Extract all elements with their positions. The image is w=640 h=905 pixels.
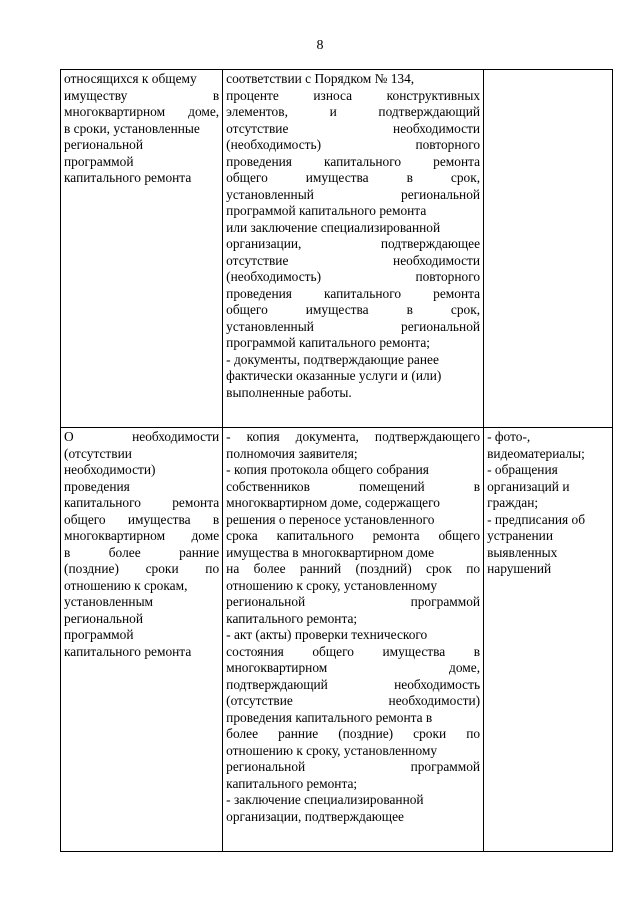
table-cell-materials xyxy=(484,70,613,428)
cell-text-line: установленным xyxy=(64,594,154,609)
cell-text-line: - заключение специализированной xyxy=(226,792,424,807)
document-table xyxy=(60,69,613,852)
cell-text-line: отношению к сроку, установленному xyxy=(226,577,438,593)
cell-lines xyxy=(226,71,480,401)
cell-text-line: капитального ремонта xyxy=(64,495,220,510)
cell-text-line: многоквартирном доме, xyxy=(226,660,481,675)
cell-text-line: (поздние) сроки по xyxy=(64,561,220,576)
cell-text-line: относящихся к общему xyxy=(64,71,197,86)
cell-text-line: установленный региональной xyxy=(226,318,481,334)
cell-text-line: необходимости) xyxy=(64,462,156,477)
cell-text-line: состояния общего имущества в xyxy=(226,643,481,659)
cell-text-line: региональной программой xyxy=(226,594,481,609)
cell-text-line: - предписания об xyxy=(487,511,586,527)
cell-text-line: капитального ремонта xyxy=(64,170,192,185)
cell-text-line: соответствии с Порядком № 134, xyxy=(226,71,415,86)
cell-lines xyxy=(487,429,609,578)
cell-text-line: имущества в многоквартирном доме xyxy=(226,544,435,560)
table-cell-documents xyxy=(223,428,484,852)
cell-text-line: региональной xyxy=(64,137,144,152)
cell-text-line: организации, подтверждающее xyxy=(226,236,481,251)
cell-text-line: многоквартирном доме xyxy=(64,528,220,543)
table-cell-materials xyxy=(484,428,613,852)
cell-text-line: отсутствие необходимости xyxy=(226,252,481,268)
cell-text-line: проведения xyxy=(64,478,130,494)
table-cell-documents xyxy=(223,70,484,428)
cell-text-line: отсутствие необходимости xyxy=(226,120,481,136)
cell-text-line: (отсутствии xyxy=(64,445,132,461)
cell-text-line: отношению к сроку, установленному xyxy=(226,742,438,758)
cell-text-line: - копия документа, подтверждающего xyxy=(226,429,481,444)
cell-text-line: в сроки, установленные xyxy=(64,120,200,136)
cell-text-line: видеоматериалы; xyxy=(487,445,585,461)
cell-text-line: программой капитального ремонта xyxy=(226,203,427,218)
cell-text-line: (необходимость) повторного xyxy=(226,137,481,152)
cell-text-line: решения о переносе установленного xyxy=(226,511,435,527)
cell-text-line: имуществу в xyxy=(64,87,220,103)
cell-text-line: - фото-, xyxy=(487,429,531,444)
cell-text-line: многоквартирном доме, содержащего xyxy=(226,495,440,510)
table-row xyxy=(61,428,613,852)
cell-lines xyxy=(226,429,480,825)
cell-text-line: - документы, подтверждающие ранее xyxy=(226,351,439,367)
cell-text-line: - копия протокола общего собрания xyxy=(226,462,429,477)
cell-text-line: - обращения xyxy=(487,462,558,477)
cell-text-line: капитального ремонта; xyxy=(226,610,358,626)
cell-text-line: многоквартирном доме, xyxy=(64,104,220,119)
cell-text-line: капитального ремонта; xyxy=(226,775,358,791)
cell-text-line: проведения капитального ремонта xyxy=(226,153,481,169)
cell-text-line: общего имущества в xyxy=(64,511,220,527)
cell-text-line: О необходимости xyxy=(64,429,220,444)
cell-text-line: выполненные работы. xyxy=(226,384,352,400)
cell-text-line: нарушений xyxy=(487,561,552,576)
cell-text-line: более ранние (поздние) сроки по xyxy=(226,726,481,741)
table-row xyxy=(61,70,613,428)
cell-text-line: фактически оказанные услуги и (или) xyxy=(226,368,442,383)
cell-text-line: (отсутствие необходимости) xyxy=(226,693,481,708)
cell-text-line: полномочия заявителя; xyxy=(226,445,358,461)
cell-text-line: проведения капитального ремонта в xyxy=(226,709,433,725)
cell-text-line: срока капитального ремонта общего xyxy=(226,528,481,543)
cell-text-line: установленный региональной xyxy=(226,186,481,202)
cell-text-line: в более ранние xyxy=(64,544,220,560)
cell-text-line: собственников помещений в xyxy=(226,478,481,494)
cell-text-line: (необходимость) повторного xyxy=(226,269,481,284)
cell-text-line: региональной xyxy=(64,610,144,626)
cell-lines xyxy=(64,429,219,660)
cell-text-line: организации, подтверждающее xyxy=(226,808,404,824)
table-cell-subject xyxy=(61,70,223,428)
table-cell-subject xyxy=(61,428,223,852)
cell-text-line: общего имущества в срок, xyxy=(226,170,481,185)
cell-text-line: - акт (акты) проверки технического xyxy=(226,627,428,642)
page-number: 8 xyxy=(316,38,324,53)
cell-text-line: программой капитального ремонта; xyxy=(226,335,430,350)
cell-text-line: программой xyxy=(64,153,134,169)
cell-text-line: общего имущества в срок, xyxy=(226,302,481,317)
cell-text-line: подтверждающий необходимость xyxy=(226,676,481,692)
cell-text-line: региональной программой xyxy=(226,759,481,774)
cell-text-line: элементов, и подтверждающий xyxy=(226,104,481,119)
cell-text-line: капитального ремонта xyxy=(64,643,192,659)
cell-text-line: граждан; xyxy=(487,495,539,510)
cell-text-line: устранении xyxy=(487,528,553,543)
cell-text-line: организаций и xyxy=(487,478,570,494)
cell-text-line: или заключение специализированной xyxy=(226,219,441,235)
cell-text-line: отношению к срокам, xyxy=(64,577,188,593)
cell-text-line: проведения капитального ремонта xyxy=(226,285,481,301)
cell-text-line: на более ранний (поздний) срок по xyxy=(226,561,481,576)
cell-text-line: выявленных xyxy=(487,544,558,560)
cell-text-line: проценте износа конструктивных xyxy=(226,87,481,103)
cell-text-line: программой xyxy=(64,627,134,642)
cell-lines xyxy=(64,71,219,187)
